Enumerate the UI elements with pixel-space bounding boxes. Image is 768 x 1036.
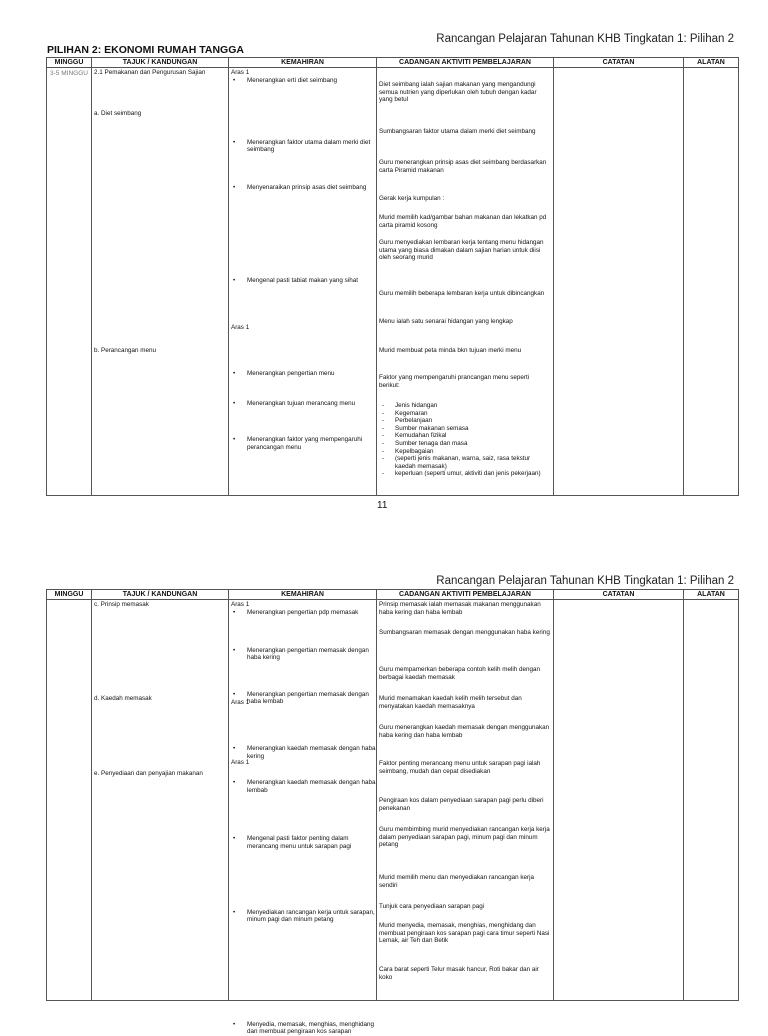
alatan-cell [684,600,739,1001]
kemahiran-item: • Menerangkan kaedah memasak dengan haba lembab [231,779,378,794]
cadangan-item: Guru membimbing murid menyediakan rancangan kerja kerja dalam penyediaan sarapan pagi, minum pagi dan minum petang [379,826,550,849]
header-catatan: CATATAN [554,58,684,68]
faktor-list [379,402,551,478]
cadangan-item: Guru mempamerkan beberapa contoh kelih melih dengan berbagai kaedah memasak [379,666,541,681]
faktor-item: - Jenis hidangan [379,402,551,410]
faktor-item: - keperluan (seperti umur, aktiviti dan jenis pekerjaan) [379,470,551,478]
catatan-cell [554,600,684,1001]
page-title: PILIHAN 2: EKONOMI RUMAH TANGGA [47,44,244,56]
faktor-item: - (seperti jenis makanan, warna, saiz, rasa tekstur kaedah memasak) [379,455,551,470]
kemahiran-item: • Menyenaraikan prinsip asas diet seimbang [231,184,378,192]
header-tajuk: TAJUK / KANDUNGAN [92,590,229,600]
kemahiran-item: • Mengenal pasti faktor penting dalam merancang menu untuk sarapan pagi [231,835,378,850]
cadangan-item: Faktor yang mempengaruhi prancangan menu seperti berikut: [379,374,530,389]
kemahiran-item: • Menerangkan pengertian pdp memasak [231,609,378,617]
kemahiran-item: • Menerangkan kaedah memasak dengan haba kering [231,745,378,760]
aras-label: Aras 1 [231,759,250,766]
header-kemahiran: KEMAHIRAN [229,590,377,600]
header-cadangan: CADANGAN AKTIVITI PEMBELAJARAN [377,590,554,600]
minggu-cell: 3-5 MINGGU [50,70,88,77]
header-minggu: MINGGU [47,58,92,68]
kemahiran-item: • Menerangkan faktor yang mempengaruhi perancangan menu [231,436,378,451]
header-alatan: ALATAN [684,58,739,68]
kemahiran-item: • Menerangkan pengertian memasak dengan haba kering [231,647,378,662]
lesson-plan-table-2 [46,589,739,1036]
catatan-cell [554,68,684,496]
cadangan-item: Sumbangsaran faktor utama dalam merki diet seimbang [379,128,536,135]
kemahiran-item: • Menerangkan erti diet seimbang [231,77,378,85]
cadangan-item: Murid menyedia, memasak, menghias, menghidang dan membuat pengiraan kos sarapan pagi cara timur seperti Nasi Lemak, air Teh dan Betik [379,922,550,945]
kemahiran-item: • Menerangkan pengertian menu [231,370,378,378]
tajuk-item: d. Kaedah memasak [94,695,152,702]
header-minggu: MINGGU [47,590,92,600]
tajuk-item: a. Diet seimbang [94,110,142,117]
page-number: 11 [377,500,388,511]
cadangan-item: Diet seimbang ialah sajian makanan yang mengandungi semua nutrien yang diperlukan oleh tubuh dengan kadar yang betul [379,81,537,104]
cadangan-item: Cara barat seperti Telur masak hancur, Roti bakar dan air koko [379,966,539,981]
kemahiran-item: • Menerangkan pengertian memasak dengan haba lembab [231,691,378,706]
tajuk-item: c. Prinsip memasak [94,601,149,608]
faktor-item: - Sumber tenaga dan masa [379,440,551,448]
faktor-item: - Kemudahan fizikal [379,432,551,440]
kemahiran-item: • Menerangkan tujuan merancang menu [231,400,378,408]
alatan-cell [684,68,739,496]
lesson-plan-table-1 [46,57,739,496]
faktor-item: - Kegemaran [379,410,551,418]
page-header: Rancangan Pelajaran Tahunan KHB Tingkatan 1: Pilihan 2 [436,33,734,45]
cadangan-item: Guru menerangkan kaedah memasak dengan menggunakan haba kering dan haba lembab [379,724,550,739]
cadangan-item: Murid menamakan kaedah kelih melih tersebut dan menyatakan kaedah memasaknya [379,695,522,710]
faktor-item: - Sumber makanan semasa [379,425,551,433]
faktor-item: - Perbelanjaan [379,417,551,425]
kemahiran-item: • Menyedia, memasak, menghias, menghidang dan membuat pengiraan kos sarapan [231,1021,378,1036]
cadangan-item: Guru menerangkan prinsip asas diet seimbang berdasarkan carta Piramid makanan [379,159,547,174]
cadangan-item: Murid memilih menu dan menyediakan rancangan kerja sendiri [379,874,535,889]
kemahiran-item: • Menerangkan faktor utama dalam merki diet seimbang [231,139,378,154]
cadangan-item: Faktor penting merancang menu untuk sarapan pagi ialah seimbang, mudah dan cepat disediakan [379,760,541,775]
page-header: Rancangan Pelajaran Tahunan KHB Tingkatan 1: Pilihan 2 [436,575,734,587]
tajuk-item: e. Penyediaan dan penyajian makanan [94,770,203,777]
minggu-cell [47,600,92,1001]
cadangan-item: Prinsip memasak ialah memasak makanan menggunakan haba kering dan haba lembab [379,601,541,616]
cadangan-item: Sumbangsaran memasak dengan menggunakan haba kering [379,629,550,636]
tajuk-item: 2.1 Pemakanan dan Pengurusan Sajian [94,69,206,76]
kemahiran-item: • Menyediakan rancangan kerja untuk sarapan, minum pagi dan minum petang [231,909,378,924]
cadangan-item: Guru menyediakan lembaran kerja tentang menu hidangan utama yang biasa dimakan dalam sajian harian untuk diisi oleh seorang murid [379,239,544,262]
cadangan-item: Guru memilih beberapa lembaran kerja untuk dibincangkan [379,290,545,297]
header-alatan: ALATAN [684,590,739,600]
faktor-item: - Kepelbagaian [379,448,551,456]
header-tajuk: TAJUK / KANDUNGAN [92,58,229,68]
header-catatan: CATATAN [554,590,684,600]
kemahiran-item: • Mengenal pasti tabiat makan yang sihat [231,277,378,285]
cadangan-item: Gerak kerja kumpulan : [379,195,445,202]
cadangan-item: Pengiraan kos dalam penyediaan sarapan pagi perlu diberi penekanan [379,797,544,812]
aras-label: Aras 1 [231,699,250,706]
cadangan-item: Tunjuk cara penyediaan sarapan pagi [379,903,485,910]
cadangan-item: Murid memilih kad/gambar bahan makanan dan lekatkan pd carta piramid kosong [379,214,547,229]
aras-label: Aras 1 [231,601,250,608]
header-cadangan: CADANGAN AKTIVITI PEMBELAJARAN [377,58,554,68]
header-kemahiran: KEMAHIRAN [229,58,377,68]
aras-label: Aras 1 [231,69,250,76]
cadangan-item: Murid membuat peta minda bkn tujuan merki menu [379,347,522,354]
tajuk-item: b. Perancangan menu [94,347,156,354]
aras-label: Aras 1 [231,324,250,331]
cadangan-item: Menu ialah satu senarai hidangan yang lengkap [379,318,513,325]
